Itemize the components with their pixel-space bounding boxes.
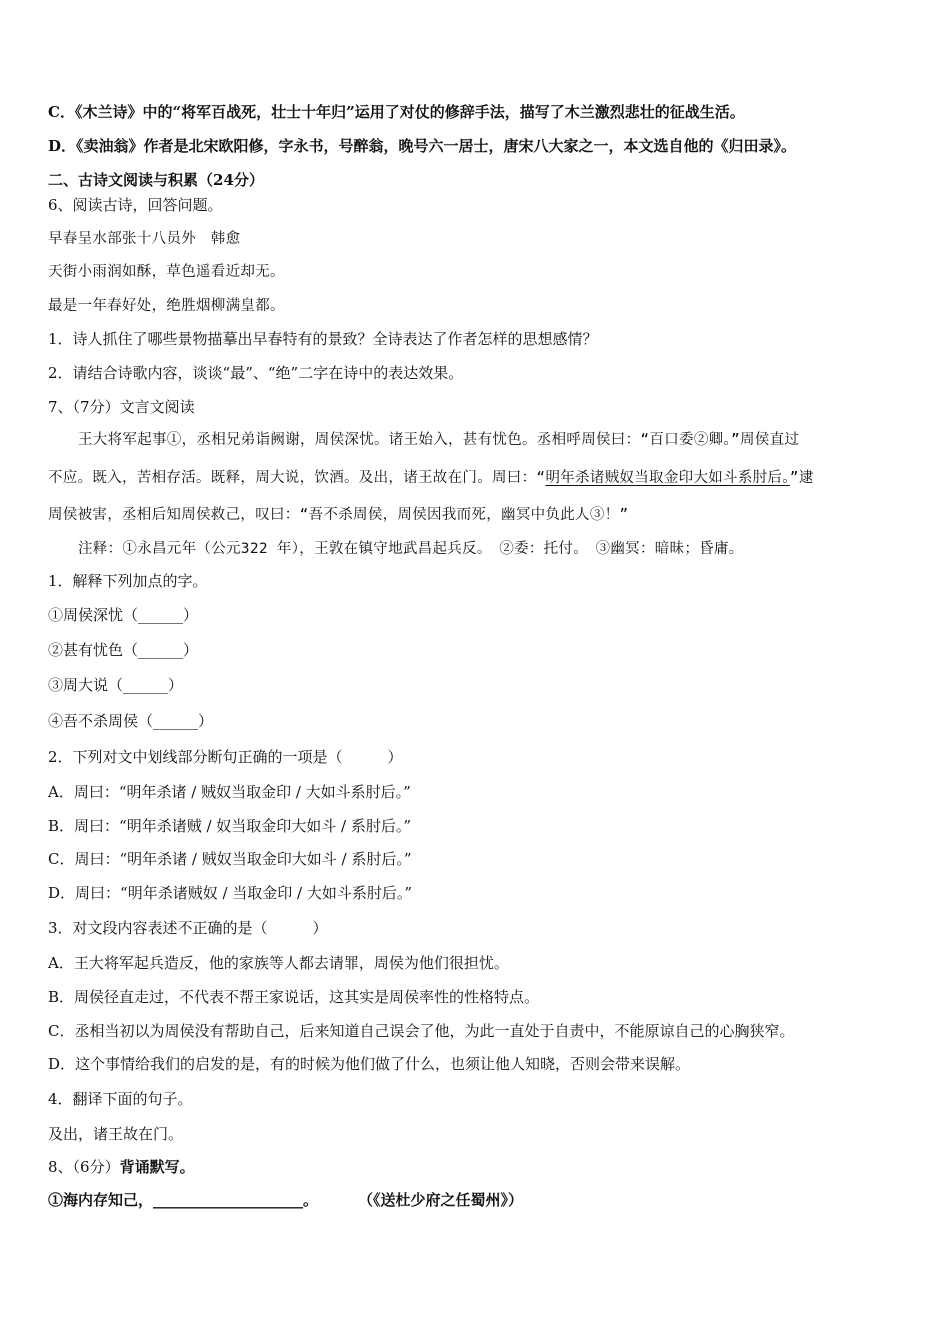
answer-blank[interactable]: ____________________ [153,1191,304,1209]
choice-b: B．周侯径直走过，不代表不帮王家说话，这其实是周侯率性的性格特点。 [48,988,540,1006]
question-number: 8、（6分） [48,1158,120,1176]
question-7-2: 2．下列对文中划线部分断句正确的一项是（ ） [48,748,403,766]
choice-d: D．这个事情给我们的启发的是，有的时候为他们做了什么，也须让他人知晓，否则会带来误解。 [48,1055,691,1073]
poem-source: （《送杜少府之任蜀州》） [358,1191,524,1209]
question-7-1: 1．解释下列加点的字。 [48,572,208,590]
underlined-sentence: 明年杀诸贼奴当取金印大如斗系肘后。 [545,470,790,486]
blank-item-4: ④吾不杀周侯（______） [48,712,214,730]
passage-line-2 [48,467,814,489]
recitation-line [48,1189,523,1211]
passage-line-1: 王大将军起事①，丞相兄弟诣阙谢，周侯深忧。诸王始入，甚有忧色。丞相呼周侯曰：“百口委②卿。”周侯直过 [78,432,800,448]
question-7-4: 4．翻译下面的句子。 [48,1090,193,1108]
blank-item-2: ②甚有忧色（______） [48,641,199,659]
choice-c: C．丞相当初以为周侯没有帮助自己，后来知道自己误会了他，为此一直处于自责中，不能原谅自己的心胸狭窄。 [48,1022,795,1040]
question-6-title: 6、阅读古诗，回答问题。 [48,196,223,214]
choice-a: A．周曰：“明年杀诸 / 贼奴当取金印 / 大如斗系肘后。” [48,783,411,801]
question-label: 背诵默写。 [119,1158,195,1176]
choice-d: D．周曰：“明年杀诸贼奴 / 当取金印 / 大如斗系肘后。” [48,884,413,902]
poem-line-1: 天街小雨润如酥，草色遥看近却无。 [48,264,285,280]
passage-text: ”逮 [789,470,814,486]
passage-text: 不应。既入，苦相存活。既释，周大说，饮酒。及出，诸王故在门。周曰：“ [48,470,546,486]
question-8-title [48,1156,195,1178]
choice-b: B．周曰：“明年杀诸贼 / 奴当取金印大如斗 / 系肘后。” [48,817,412,835]
poem-title: 早春呈水部张十八员外 韩愈 [48,231,241,247]
option-c-line: C．《木兰诗》中的“将军百战死，壮士十年归”运用了对仗的修辞手法，描写了木兰激烈悲壮的征战生活。 [48,103,745,121]
section-two-heading: 二、古诗文阅读与积累（24分） [48,171,264,189]
verse-end: 。 [303,1191,319,1209]
question-6-1: 1．诗人抓住了哪些景物描摹出早春特有的景致？全诗表达了作者怎样的思想感情？ [48,330,598,348]
blank-item-3: ③周大说（______） [48,676,184,694]
verse-prompt: ①海内存知己， [48,1191,154,1209]
translate-sentence: 及出，诸王故在门。 [48,1125,184,1143]
annotation-line: 注释：①永昌元年（公元322 年），王敦在镇守地武昌起兵反。 ②委：托付。 ③幽冥：暗昧；昏庸。 [78,541,744,557]
option-d-line: D．《卖油翁》作者是北宋欧阳修，字永书，号醉翁，晚号六一居士，唐宋八大家之一，本文选自他的《归田录》。 [48,137,797,155]
poem-line-2: 最是一年春好处，绝胜烟柳满皇都。 [48,298,285,314]
question-7-title: 7、（7分）文言文阅读 [48,398,195,416]
choice-a: A．王大将军起兵造反，他的家族等人都去请罪，周侯为他们很担忧。 [48,954,509,972]
passage-line-3: 周侯被害，丞相后知周侯救己，叹曰：“吾不杀周侯，周侯因我而死，幽冥中负此人③！” [48,507,629,523]
choice-c: C．周曰：“明年杀诸 / 贼奴当取金印大如斗 / 系肘后。” [48,850,412,868]
question-6-2: 2．请结合诗歌内容，谈谈“最”、“绝”二字在诗中的表达效果。 [48,364,464,382]
question-7-3: 3．对文段内容表述不正确的是（ ） [48,919,328,937]
blank-item-1: ①周侯深忧（______） [48,606,199,624]
